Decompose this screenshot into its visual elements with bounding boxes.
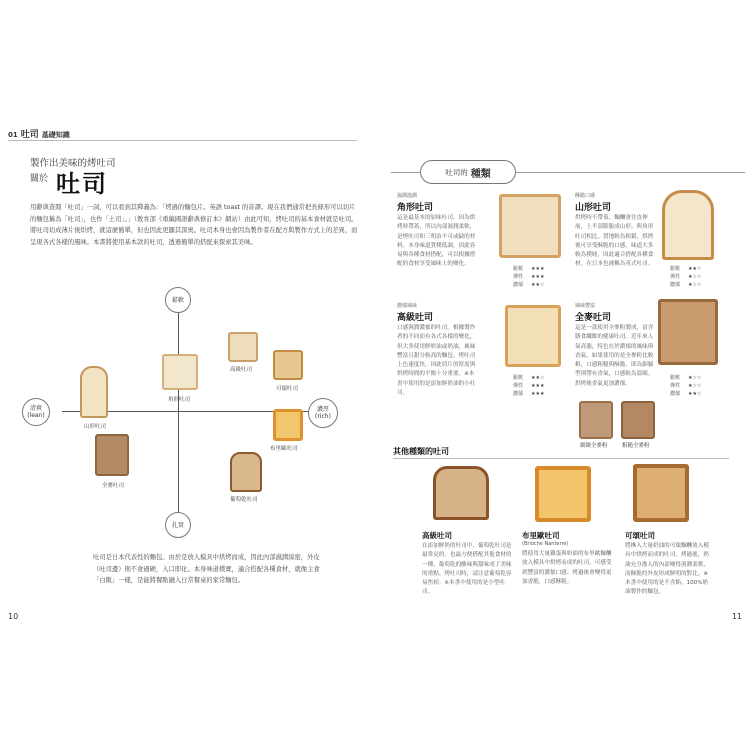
other-card-title: 布里歐吐司 — [522, 531, 560, 540]
rating-stars: ★☆☆ — [688, 383, 702, 389]
raisin-bread-photo — [433, 466, 489, 520]
zenryu-bread-image — [95, 434, 129, 476]
axis-label-right — [308, 398, 338, 428]
fine-zenryu-photo — [579, 401, 613, 439]
rating-stars: ★★☆ — [688, 391, 702, 397]
kaku-bread-image — [162, 354, 198, 390]
rating-soft — [670, 374, 701, 381]
axis-left-en: (lean) — [27, 412, 45, 419]
rating-stars: ★★★ — [531, 383, 545, 389]
coarse-zenryu-caption: 粗糙全麥粉 — [622, 443, 650, 449]
koukyu-bread-photo — [505, 305, 561, 367]
rating-elastic — [670, 273, 701, 280]
brioche-bread-image — [273, 409, 303, 441]
axis-left-text: 清爽 — [29, 405, 42, 412]
chapter-tag: 基礎知識 — [41, 131, 70, 139]
axis-label-bottom — [165, 512, 191, 538]
yamagata-bread-photo — [662, 190, 714, 260]
brioche-bread-photo — [535, 466, 591, 522]
rating-elastic — [513, 273, 544, 280]
other-card-description: 將摻入大量奶油的可頌麵糰放入模具中烘烤而成的吐司。烤過後，奶油充分滲入的內部變得濕潤柔軟，而酥脆的外皮形成鮮明的對比。※本書中使用的是不含餡，100%奶油製作的麵包。 — [625, 543, 709, 596]
rating-label: 彈性 — [670, 383, 681, 389]
rating-soft — [513, 374, 544, 381]
card-description: 這是最基本的原味吐司。因為烘烤時帶蓋，所以內部濕潤柔軟，是烤吐司和三明治不可或缺的材料。本身味道質樸低調，因此容易與各種食材搭配，可以根據搭配的食材享受風味上的變化。 — [397, 215, 476, 268]
rating-stars: ★★★ — [531, 274, 545, 280]
zenryu-bread-photo — [658, 299, 718, 365]
rating-elastic — [670, 382, 701, 389]
rating-rich — [670, 281, 701, 288]
rating-soft — [670, 265, 701, 272]
rating-stars: ★★★ — [531, 391, 545, 397]
page-number-right: 11 — [731, 612, 742, 621]
budo-caption: 葡萄乾吐司 — [230, 497, 258, 503]
rating-label: 彈性 — [513, 274, 524, 280]
section-pill — [420, 160, 516, 184]
rating-stars: ★★☆ — [688, 266, 702, 272]
card-tagline: 濃郁風味 — [397, 303, 418, 309]
card-tagline: 酥脆口感 — [575, 193, 596, 199]
koukyu-bread-image — [228, 332, 258, 362]
rating-stars: ★★☆ — [531, 375, 545, 381]
axis-top-text: 鬆軟 — [171, 296, 184, 304]
budo-bread-image — [230, 452, 262, 492]
chapter-number: 01 — [8, 131, 18, 139]
brioche-caption: 布里歐吐司 — [270, 446, 298, 452]
pill-small-text: 吐司的 — [445, 167, 468, 177]
card-description: 烘烤時不帶蓋，麵糰會往直伸展，上半部膨脹成山形。與角形吐司相比，質地較為粗鬆，烘烤後可享受酥脆的口感。味道大多較為樸純，因此適合搭配各種食材。在日本也被稱為英式吐司。 — [575, 215, 654, 268]
rating-stars: ★★☆ — [531, 282, 545, 288]
rating-rich — [513, 281, 544, 288]
title-prefix: 關於 — [30, 174, 49, 184]
zenryu-caption: 全麥吐司 — [102, 483, 125, 489]
page-title: 吐司 — [56, 170, 108, 198]
rating-stars: ★★★ — [531, 266, 545, 272]
other-types-title: 其他種類的吐司 — [393, 447, 449, 456]
rating-label: 濃郁 — [670, 282, 681, 288]
axis-right-text: 濃厚 — [316, 406, 329, 413]
rating-label: 鬆軟 — [513, 266, 524, 272]
axis-label-top — [165, 287, 191, 313]
croissant-bread-photo — [633, 464, 689, 522]
rating-label: 濃郁 — [513, 282, 524, 288]
koukyu-caption: 高級吐司 — [230, 367, 253, 373]
chapter-title: 吐司 — [20, 130, 39, 140]
fine-zenryu-caption: 細緻全麥粉 — [580, 443, 608, 449]
kuremu-caption: 可頌吐司 — [276, 386, 299, 392]
rating-label: 鬆軟 — [670, 375, 681, 381]
rating-soft — [513, 265, 544, 272]
other-card-description: 將使用大量雞蛋與奶油的布里歐麵糰放入模具中烘烤而成的吐司，可感受到豐富的濃郁口感。烤過後會變得更加香脆，口感酥脆。 — [522, 551, 612, 585]
rating-label: 鬆軟 — [513, 375, 524, 381]
card-description: 口感濕潤濃郁的吐司。根據製作者的不同而有各式各樣的變化，但大多使用鮮奶油或奶油，風味豐富且甜分較高的麵包。烤吐司上色速度快，因此切片的厚度與烘烤時間的平衡十分重要。※本書中使用的是添加鮮奶油的小吐司。 — [397, 325, 476, 397]
rating-rich — [670, 390, 701, 397]
summary-paragraph: 吐司是日本代表性的麵包。由於是放入模具中烘烤而成，因此內部濕潤綿密，外皮（吐司邊）則不會過硬，入口即化。本身味道樸實，適合搭配各種食材，就像主食「白飯」一樣，是能將餐點融入日常餐桌的家常麵包。 — [93, 554, 320, 584]
rating-stars: ★☆☆ — [688, 274, 702, 280]
right-page — [375, 0, 750, 750]
page-subtitle: 製作出美味的烤吐司 — [30, 158, 116, 169]
rating-label: 鬆軟 — [670, 266, 681, 272]
rating-label: 濃郁 — [513, 391, 524, 397]
vertical-axis — [178, 306, 179, 524]
header-divider — [8, 140, 357, 141]
yamagata-caption: 山形吐司 — [84, 424, 107, 430]
chapter-header — [8, 127, 70, 140]
other-card-en: (Brioche Nanterre) — [522, 541, 569, 547]
coarse-zenryu-photo — [621, 401, 655, 439]
kuremu-bread-image — [273, 350, 303, 380]
rating-rich — [513, 390, 544, 397]
rating-label: 彈性 — [513, 383, 524, 389]
page-number-left: 10 — [8, 612, 19, 621]
other-types-divider — [393, 458, 729, 459]
rating-stars: ★☆☆ — [688, 375, 702, 381]
card-tagline: 風味豐富 — [575, 303, 596, 309]
axis-label-left — [22, 398, 50, 426]
rating-label: 濃郁 — [670, 391, 681, 397]
card-title: 角形吐司 — [397, 203, 434, 213]
card-title: 山形吐司 — [575, 203, 612, 213]
card-title: 全麥吐司 — [575, 313, 612, 323]
other-card-description: 在添加鮮奶的吐司中，葡萄乾吐司是最常見的，也最方便搭配其他食材的一種。葡萄乾的酸味與甜味成了美味的重點。烤吐司時，請注意葡萄乾容易焦掉。※本書中使用的是小型吐司。 — [422, 543, 512, 596]
rating-stars: ★☆☆ — [688, 282, 702, 288]
axis-right-en: (rich) — [315, 413, 331, 420]
axis-bottom-text: 扎實 — [171, 521, 184, 529]
kaku-caption: 角形吐司 — [168, 397, 191, 403]
yamagata-bread-image — [80, 366, 108, 418]
rating-label: 彈性 — [670, 274, 681, 280]
card-title: 高級吐司 — [397, 313, 434, 323]
other-card-title: 高級吐司 — [422, 531, 452, 540]
other-card-title: 可頌吐司 — [625, 531, 655, 540]
card-tagline: 濕潤溫潤 — [397, 193, 418, 199]
rating-elastic — [513, 382, 544, 389]
card-description: 這是一款使用全麥粉製成，富含膳食纖維的健康吐司。近年來人氣高漲，特色在於濃郁的風味與香氣，如果使用的是全麥粉比較粗，口感粗糙與酥脆，即為細膩型則帶有香氣，口感較為溫順。烘烤後香氣更加濃郁。 — [575, 325, 654, 387]
kaku-bread-photo — [499, 194, 561, 258]
pill-big-text: 種類 — [470, 168, 491, 180]
intro-paragraph: 用辭典查閱「吐司」一詞，可以看到其釋義為：「烤過的麵包片。英語 toast 的音譯。現在我們通常把長條形可以切片的麵包稱為「吐司」，也作「土司」。」（教育部《重編國語辭典修訂本》網站）由此可知，烤吐司的基本食材就是吐司。將吐司切成薄片後烘烤，就這麼簡單，但也因此更顯其深奧。吐司本身也會因為製作者在配方與製作方式上的差異，而呈現各式各樣的風味。本書將使用基本款的吐司，透過簡單的搭配來探索其美味。 — [30, 204, 358, 246]
